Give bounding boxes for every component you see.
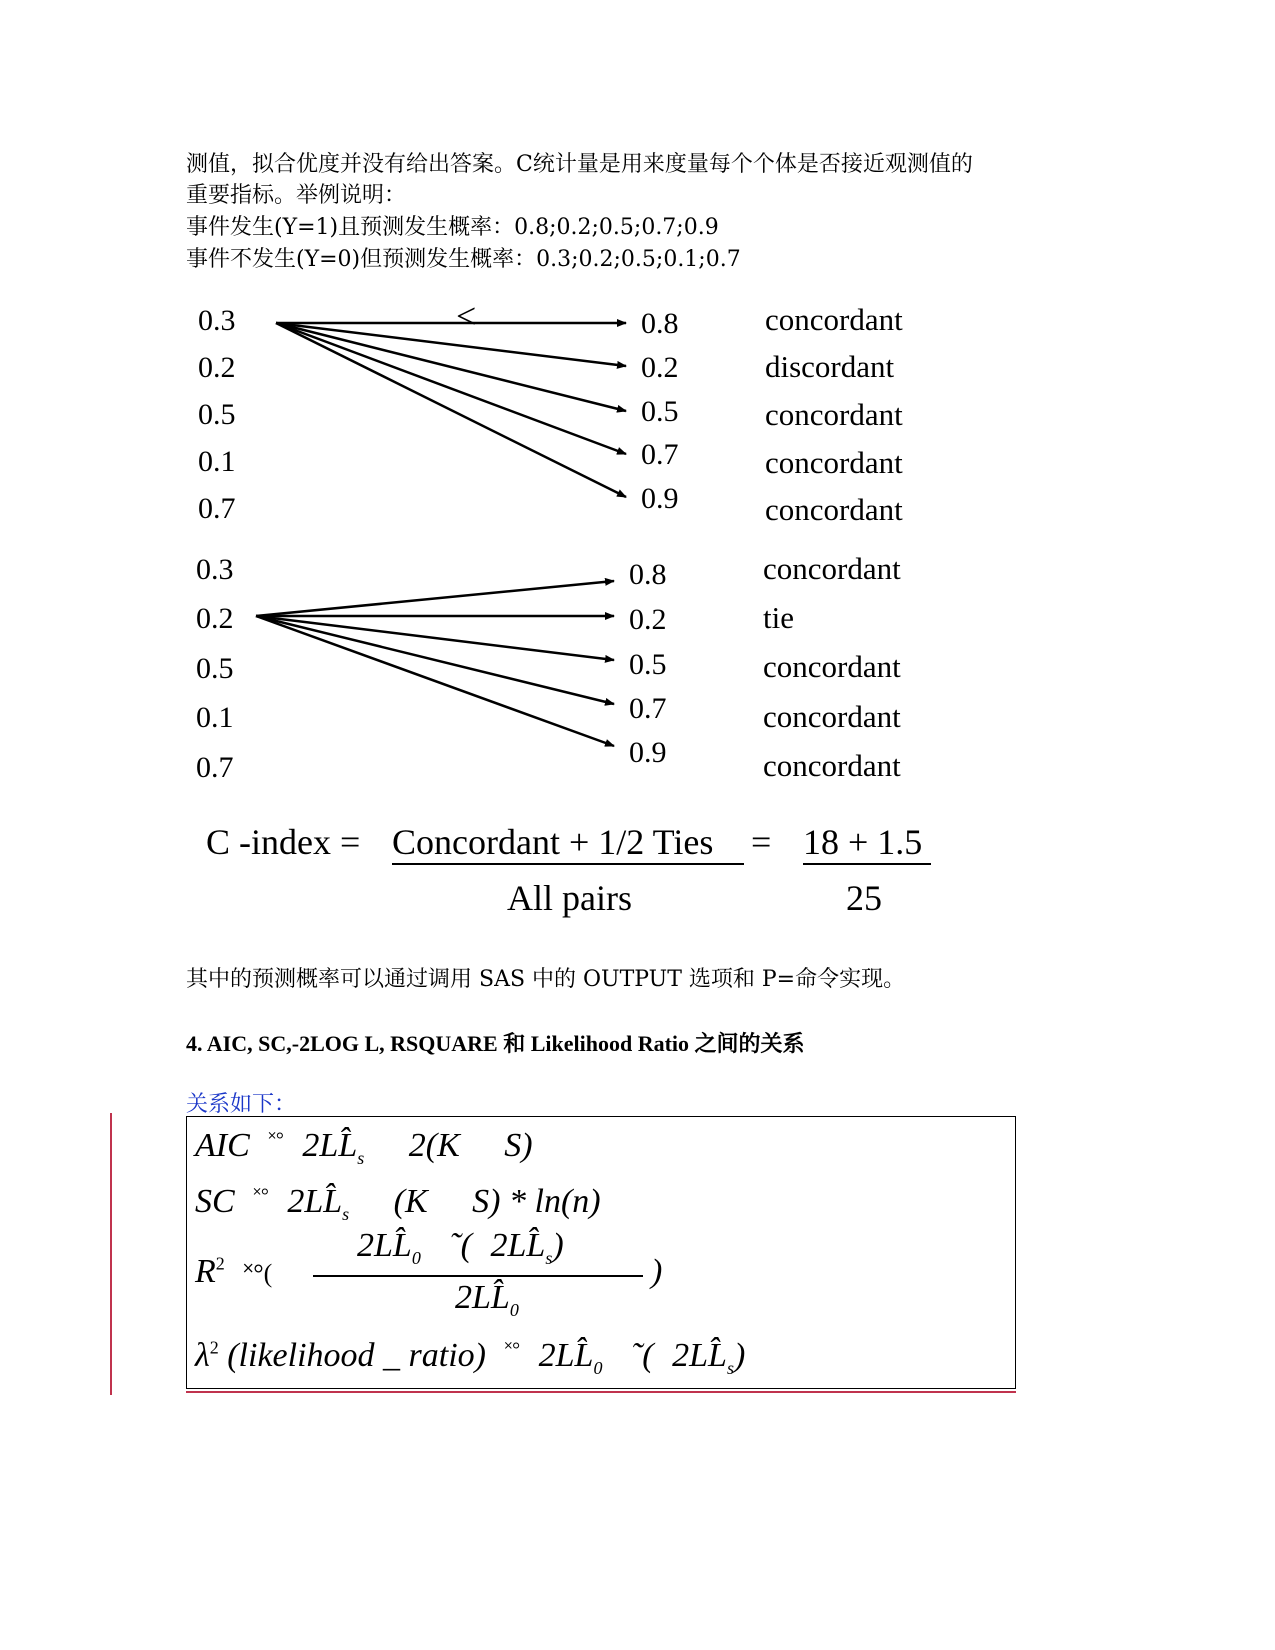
r2-sup: 2 xyxy=(215,1253,225,1274)
revision-bar xyxy=(110,1113,112,1395)
lr-close: ) xyxy=(733,1337,746,1374)
g2-right-value: 0.7 xyxy=(629,692,667,725)
lr-tilde: ˜( xyxy=(630,1337,654,1374)
g1-pair-label: discordant xyxy=(765,349,895,384)
c-index-lhs: C -index = xyxy=(206,822,361,862)
g2-left-value: 0.5 xyxy=(196,652,234,685)
section-heading: 4. AIC, SC,-2LOG L, RSQUARE 和 Likelihood Ratio 之间的关系 xyxy=(186,1031,805,1056)
g2-pair-label: tie xyxy=(763,600,794,635)
aic-term2: 2(K xyxy=(408,1127,460,1164)
sc-term2: (K xyxy=(393,1183,428,1220)
g2-arrow xyxy=(256,616,614,704)
nonevent-probabilities: 事件不发生(Y=0)但预测发生概率：0.3;0.2;0.5;0.1;0.7 xyxy=(186,247,741,272)
g2-pair-label: concordant xyxy=(763,748,901,783)
g2-right-value: 0.9 xyxy=(629,736,667,769)
r2-denominator xyxy=(455,1279,519,1321)
g2-pair-label: concordant xyxy=(763,551,901,586)
c-index-value-numerator: 18 + 1.5 xyxy=(803,822,923,862)
sc-name: SC xyxy=(195,1183,235,1220)
r2-fraction-bar xyxy=(313,1275,643,1277)
lr-formula xyxy=(195,1337,745,1379)
aic-formula xyxy=(195,1127,533,1169)
g2-arrow xyxy=(256,616,614,746)
r2-num-b-sub: s xyxy=(545,1247,553,1268)
r2-den: 2LL̂ xyxy=(455,1279,510,1316)
g1-left-value: 0.5 xyxy=(198,398,236,431)
c-index-formula xyxy=(0,810,1275,920)
sc-term1: 2LL̂ xyxy=(287,1183,343,1220)
body-text-line-2: 重要指标。举例说明： xyxy=(186,183,407,208)
event-probabilities: 事件发生(Y=1)且预测发生概率：0.8;0.2;0.5;0.7;0.9 xyxy=(186,215,719,240)
r2-num-close: ) xyxy=(552,1227,564,1264)
g1-left-value: 0.3 xyxy=(198,304,236,337)
g2-left-value: 0.2 xyxy=(196,602,234,635)
lr-symbol: ˟° xyxy=(504,1339,521,1361)
g2-left-value: 0.3 xyxy=(196,553,234,586)
g1-right-value: 0.2 xyxy=(641,351,679,384)
g2-pair-label: concordant xyxy=(763,699,901,734)
g1-left-value: 0.2 xyxy=(198,351,236,384)
g1-left-value: 0.7 xyxy=(198,492,236,525)
sc-term3: S) * ln(n) xyxy=(472,1183,601,1220)
g2-right-value: 0.8 xyxy=(629,558,667,591)
lr-name: λ xyxy=(195,1337,210,1374)
g2-left-value: 0.1 xyxy=(196,701,234,734)
output-note: 其中的预测概率可以通过调用 SAS 中的 OUTPUT 选项和 P=命令实现。 xyxy=(186,967,906,992)
g2-pair-label: concordant xyxy=(763,649,901,684)
c-index-denominator: All pairs xyxy=(507,878,632,918)
g1-arrow xyxy=(276,323,626,411)
r2-name: R xyxy=(195,1253,216,1290)
c-index-equals: = xyxy=(751,822,772,862)
lr-term2: 2LL̂ xyxy=(672,1337,727,1374)
lr-sup: 2 xyxy=(209,1337,219,1358)
g1-right-value: 0.8 xyxy=(641,307,679,340)
g2-right-value: 0.2 xyxy=(629,603,667,636)
g1-pair-label: concordant xyxy=(765,445,903,480)
g1-arrow xyxy=(276,323,626,497)
less-than-mark: < xyxy=(456,296,477,336)
formula-underline xyxy=(186,1391,1016,1393)
sc-sub1: s xyxy=(342,1203,350,1224)
r2-formula xyxy=(195,1253,272,1291)
aic-term1: 2LL̂ xyxy=(302,1127,358,1164)
r2-num-a: 2LL̂ xyxy=(357,1227,412,1264)
g1-right-value: 0.7 xyxy=(641,438,679,471)
g1-pair-label: concordant xyxy=(765,397,903,432)
r2-num-b: 2LL̂ xyxy=(490,1227,546,1264)
g1-left-value: 0.1 xyxy=(198,445,236,478)
formula-box xyxy=(186,1116,1016,1389)
r2-outer-close: ) xyxy=(651,1253,663,1290)
sc-formula xyxy=(195,1183,601,1225)
r2-num-a-sub: 0 xyxy=(411,1247,421,1268)
lr-term1: 2LL̂ xyxy=(538,1337,594,1374)
g2-arrow xyxy=(256,581,614,616)
aic-term3: S) xyxy=(504,1127,533,1164)
g1-pair-label: concordant xyxy=(765,302,903,337)
r2-num-tilde: ˜( xyxy=(449,1227,472,1264)
relation-label: 关系如下： xyxy=(186,1091,297,1116)
r2-den-sub: 0 xyxy=(509,1299,519,1320)
sc-symbol: ˟° xyxy=(253,1185,269,1207)
r2-symbol: ˟°( xyxy=(243,1259,273,1288)
lr-arg: (likelihood _ ratio) xyxy=(227,1337,486,1374)
g2-arrow xyxy=(256,616,614,660)
aic-sub1: s xyxy=(357,1147,365,1168)
g1-right-value: 0.9 xyxy=(641,482,679,515)
g1-right-value: 0.5 xyxy=(641,395,679,428)
aic-name: AIC xyxy=(195,1127,250,1164)
c-index-value-denominator: 25 xyxy=(846,878,882,918)
g2-right-value: 0.5 xyxy=(629,648,667,681)
body-text-line-1: 测值，拟合优度并没有给出答案。C统计量是用来度量每个个体是否接近观测值的 xyxy=(186,152,973,177)
g1-arrow xyxy=(276,323,626,366)
g1-arrow xyxy=(276,323,626,454)
r2-numerator xyxy=(357,1227,564,1269)
g1-pair-label: concordant xyxy=(765,492,903,527)
concordance-diagram xyxy=(0,290,1275,790)
lr-sub2: s xyxy=(726,1357,734,1378)
c-index-numerator: Concordant + 1/2 Ties xyxy=(392,822,714,862)
aic-symbol: ˟° xyxy=(268,1129,284,1151)
g2-left-value: 0.7 xyxy=(196,751,234,784)
lr-sub1: 0 xyxy=(593,1357,603,1378)
